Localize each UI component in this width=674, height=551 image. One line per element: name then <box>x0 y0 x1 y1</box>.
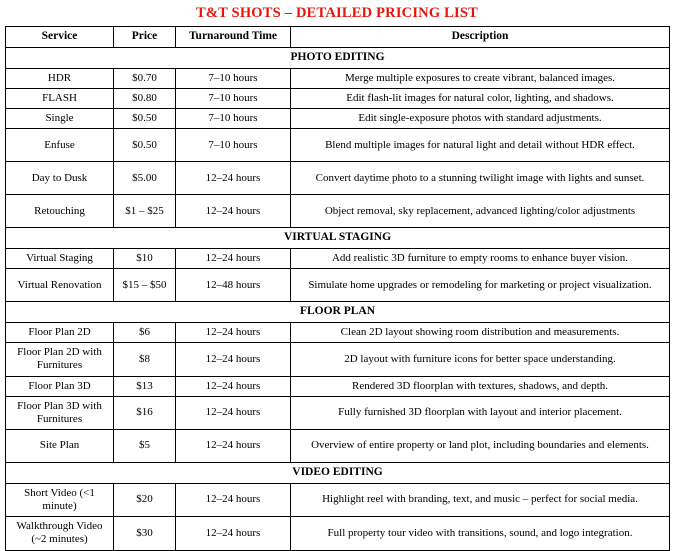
cell-service: Single <box>6 108 114 128</box>
table-body <box>6 47 670 550</box>
cell-service: Floor Plan 2D with Furnitures <box>6 343 114 376</box>
cell-price: $30 <box>114 517 176 550</box>
cell-service: Site Plan <box>6 430 114 463</box>
column-header-price: Price <box>114 27 176 48</box>
cell-price: $0.80 <box>114 88 176 108</box>
cell-turnaround: 12–24 hours <box>176 162 291 195</box>
column-header-service: Service <box>6 27 114 48</box>
cell-service: Floor Plan 3D with Furnitures <box>6 396 114 429</box>
cell-price: $8 <box>114 343 176 376</box>
cell-description: Rendered 3D floorplan with textures, shadows, and depth. <box>291 376 670 396</box>
table-row <box>6 88 670 108</box>
cell-price: $13 <box>114 376 176 396</box>
cell-service: Short Video (<1 minute) <box>6 483 114 516</box>
cell-description: Blend multiple images for natural light and detail without HDR effect. <box>291 129 670 162</box>
column-header-description: Description <box>291 27 670 48</box>
cell-turnaround: 7–10 hours <box>176 88 291 108</box>
table-row <box>6 376 670 396</box>
cell-turnaround: 12–24 hours <box>176 517 291 550</box>
cell-service: HDR <box>6 68 114 88</box>
cell-service: Floor Plan 2D <box>6 322 114 342</box>
table-header <box>6 27 670 48</box>
table-row <box>6 162 670 195</box>
cell-service: Virtual Renovation <box>6 269 114 302</box>
cell-description: Add realistic 3D furniture to empty rooms to enhance buyer vision. <box>291 248 670 268</box>
cell-service: Day to Dusk <box>6 162 114 195</box>
section-label-virtual-staging: VIRTUAL STAGING <box>6 228 670 249</box>
table-row <box>6 195 670 228</box>
cell-description: Simulate home upgrades or remodeling for marketing or project visualization. <box>291 269 670 302</box>
table-row <box>6 430 670 463</box>
table-row <box>6 108 670 128</box>
cell-description: Overview of entire property or land plot, including boundaries and elements. <box>291 430 670 463</box>
table-row <box>6 269 670 302</box>
cell-price: $1 – $25 <box>114 195 176 228</box>
cell-price: $15 – $50 <box>114 269 176 302</box>
cell-price: $0.50 <box>114 129 176 162</box>
section-label-floor-plan: FLOOR PLAN <box>6 302 670 323</box>
cell-description: Edit flash-lit images for natural color, lighting, and shadows. <box>291 88 670 108</box>
cell-turnaround: 12–48 hours <box>176 269 291 302</box>
pricing-table <box>5 26 670 551</box>
table-row <box>6 343 670 376</box>
cell-turnaround: 12–24 hours <box>176 195 291 228</box>
cell-service: Virtual Staging <box>6 248 114 268</box>
table-row <box>6 396 670 429</box>
column-header-turnaround: Turnaround Time <box>176 27 291 48</box>
cell-description: Fully furnished 3D floorplan with layout and interior placement. <box>291 396 670 429</box>
cell-turnaround: 7–10 hours <box>176 68 291 88</box>
cell-turnaround: 7–10 hours <box>176 129 291 162</box>
section-header-row <box>6 302 670 323</box>
cell-turnaround: 12–24 hours <box>176 376 291 396</box>
cell-service: Floor Plan 3D <box>6 376 114 396</box>
cell-service: Retouching <box>6 195 114 228</box>
cell-price: $5 <box>114 430 176 463</box>
cell-turnaround: 7–10 hours <box>176 108 291 128</box>
cell-service: Walkthrough Video (~2 minutes) <box>6 517 114 550</box>
cell-turnaround: 12–24 hours <box>176 343 291 376</box>
table-header-row <box>6 27 670 48</box>
cell-price: $10 <box>114 248 176 268</box>
cell-turnaround: 12–24 hours <box>176 322 291 342</box>
section-header-row <box>6 47 670 68</box>
section-label-photo-editing: PHOTO EDITING <box>6 47 670 68</box>
cell-description: Edit single-exposure photos with standard adjustments. <box>291 108 670 128</box>
cell-description: Object removal, sky replacement, advanced lighting/color adjustments <box>291 195 670 228</box>
cell-price: $6 <box>114 322 176 342</box>
cell-service: Enfuse <box>6 129 114 162</box>
table-row <box>6 129 670 162</box>
cell-service: FLASH <box>6 88 114 108</box>
cell-turnaround: 12–24 hours <box>176 483 291 516</box>
cell-turnaround: 12–24 hours <box>176 248 291 268</box>
page-title: T&T SHOTS – DETAILED PRICING LIST <box>195 5 479 21</box>
table-row <box>6 322 670 342</box>
cell-price: $5.00 <box>114 162 176 195</box>
cell-price: $16 <box>114 396 176 429</box>
section-label-video-editing: VIDEO EDITING <box>6 463 670 484</box>
cell-description: Highlight reel with branding, text, and music – perfect for social media. <box>291 483 670 516</box>
cell-description: Full property tour video with transitions, sound, and logo integration. <box>291 517 670 550</box>
cell-price: $20 <box>114 483 176 516</box>
table-row <box>6 68 670 88</box>
table-row <box>6 483 670 516</box>
cell-description: 2D layout with furniture icons for better space understanding. <box>291 343 670 376</box>
cell-description: Clean 2D layout showing room distribution and measurements. <box>291 322 670 342</box>
cell-description: Convert daytime photo to a stunning twilight image with lights and sunset. <box>291 162 670 195</box>
section-header-row <box>6 463 670 484</box>
cell-price: $0.50 <box>114 108 176 128</box>
table-row <box>6 248 670 268</box>
cell-turnaround: 12–24 hours <box>176 396 291 429</box>
cell-description: Merge multiple exposures to create vibrant, balanced images. <box>291 68 670 88</box>
table-row <box>6 517 670 550</box>
cell-price: $0.70 <box>114 68 176 88</box>
section-header-row <box>6 228 670 249</box>
cell-turnaround: 12–24 hours <box>176 430 291 463</box>
